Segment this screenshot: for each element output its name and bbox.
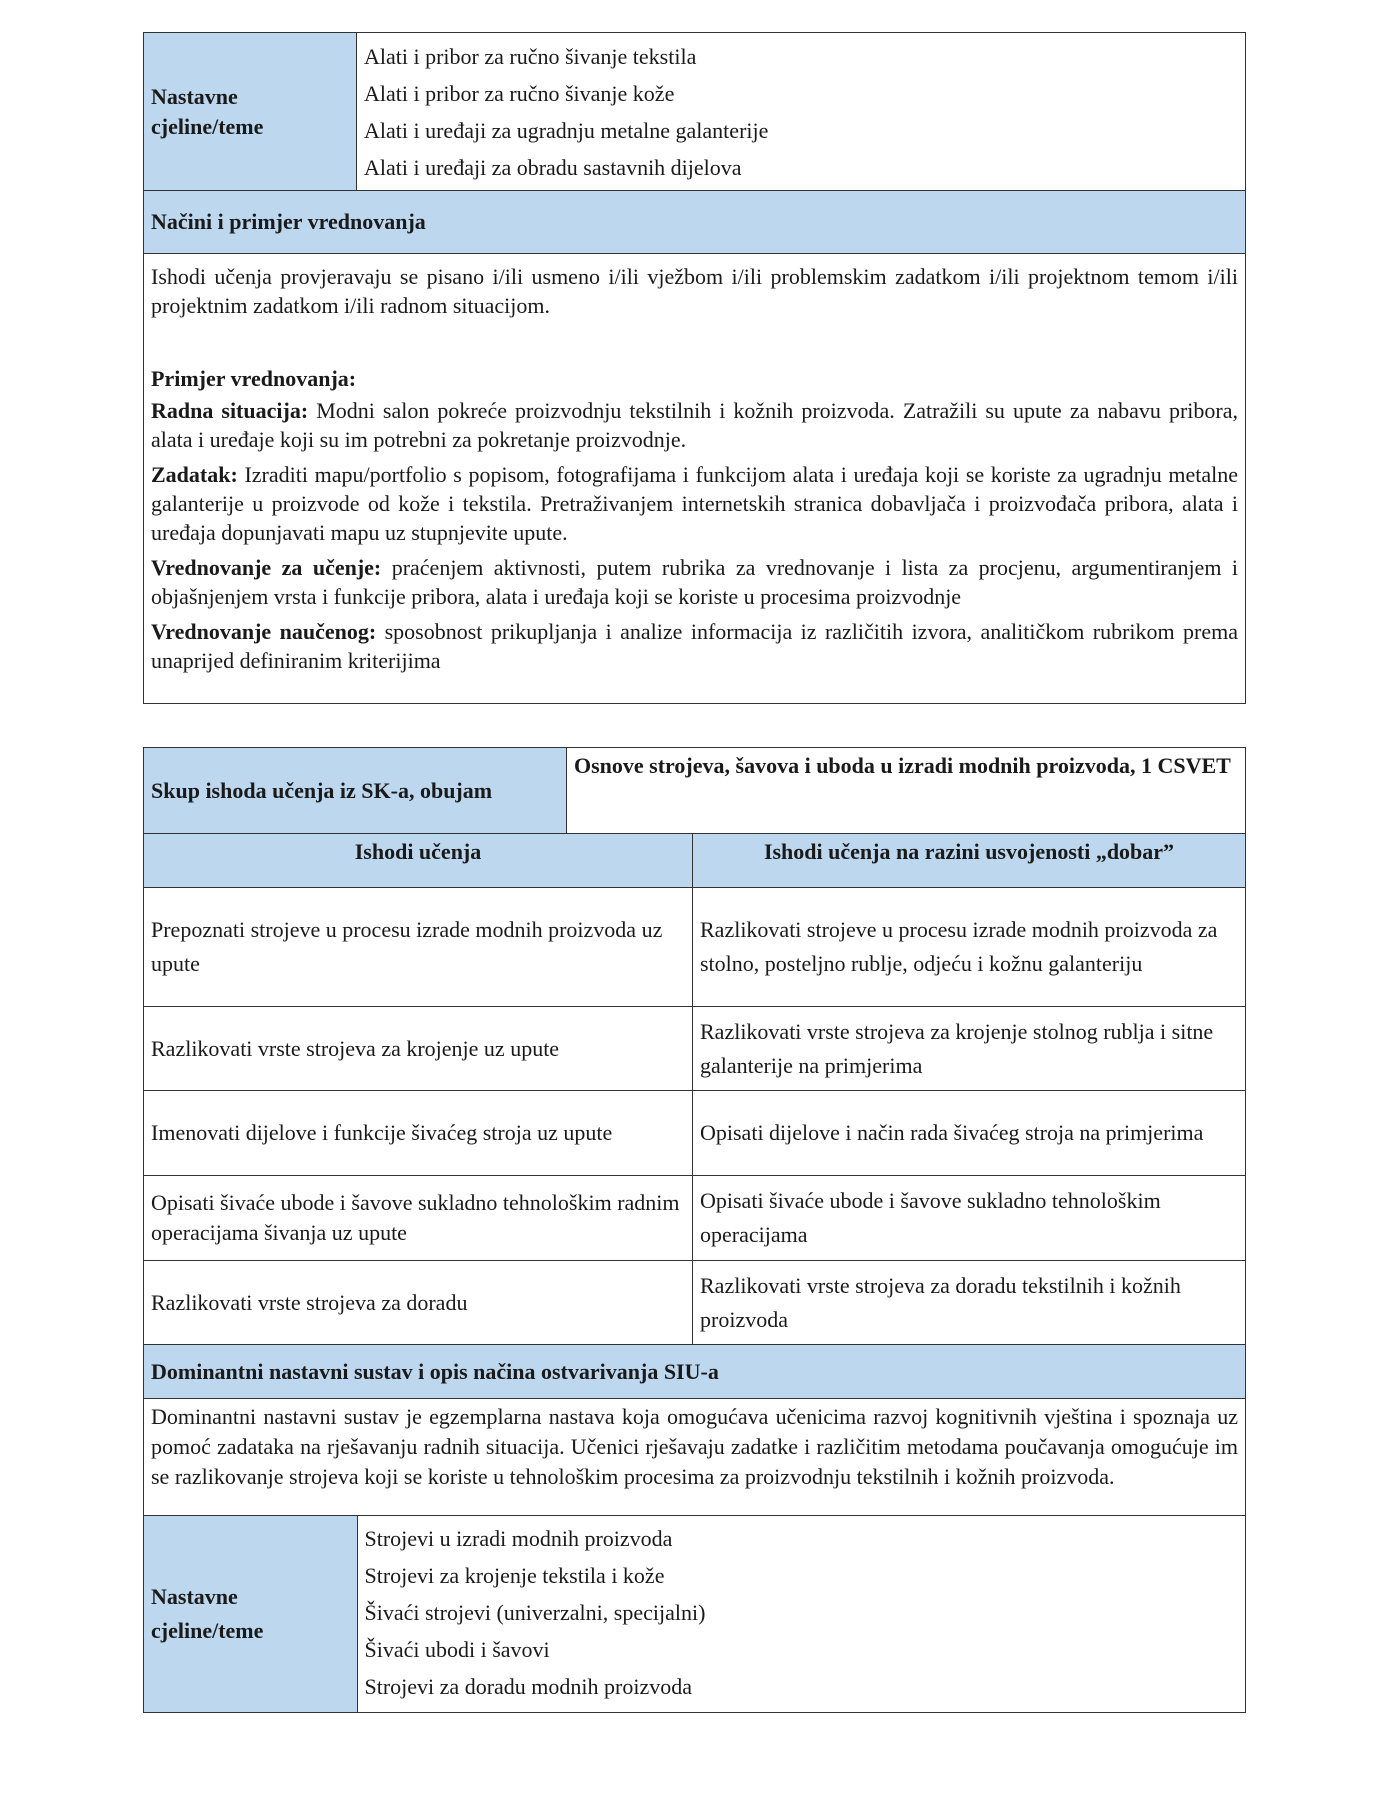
outcome-set-value: Osnove strojeva, šavova i uboda u izradi modnih proizvoda, 1 CSVET [567, 748, 1246, 834]
topics-inner-table [144, 1516, 1245, 1712]
task-text: Izraditi mapu/portfolio s popisom, fotografijama i funkcijom alata i uređaja koji se koriste za ugradnju metalne galanterije u proizvode od kože i tekstila. Pretraživanjem internetskih stranica dobavljača i proizvođača pribora, alata i uređaja dopunjavati mapu uz stupnjevite upute. [151, 462, 1238, 545]
outcome-set-label: Skup ishoda učenja iz SK-a, obujam [144, 748, 567, 834]
topic-item: Strojevi za doradu modnih proizvoda [364, 1673, 692, 1699]
outcome-cell: Imenovati dijelove i funkcije šivaćeg stroja uz upute [144, 1091, 693, 1176]
evaluation-of-learning [151, 617, 1238, 675]
column-header-outcomes: Ishodi učenja [144, 834, 693, 888]
topics-row [144, 1516, 1246, 1713]
topic-item: Alati i pribor za ručno šivanje tekstila [364, 43, 697, 69]
topic-item: Strojevi za krojenje tekstila i kože [364, 1562, 665, 1588]
topic-item: Šivaći ubodi i šavovi [364, 1636, 550, 1662]
evaluation-of-learning-text: sposobnost prikupljanja i analize informacija iz različitih izvora, analitičkom rubrikom prema unaprijed definiranim kriterijima [151, 619, 1239, 673]
work-situation-text: Modni salon pokreće proizvodnju tekstilnih i kožnih proizvoda. Zatražili su upute za nabavu pribora, alata i uređaje koji su im potrebni za pokretanje proizvodnje. [151, 398, 1238, 452]
evaluation-intro: Ishodi učenja provjeravaju se pisano i/ili usmeno i/ili vježbom i/ili problemskim zadatkom i/ili projektnom temom i/ili projektnim zadatkom i/ili radnom situacijom. [151, 264, 1238, 318]
evaluation-heading: Načini i primjer vrednovanja [144, 191, 1246, 254]
work-situation-label: Radna situacija: [151, 398, 309, 423]
column-header-good-level: Ishodi učenja na razini usvojenosti „dobar” [693, 834, 1246, 888]
example-heading: Primjer vrednovanja: [151, 366, 357, 391]
task-label: Zadatak: [151, 462, 238, 487]
evaluation-for-learning [151, 553, 1238, 611]
evaluation-for-learning-label: Vrednovanje za učenje: [151, 555, 382, 580]
topics-list [357, 1516, 1245, 1712]
outcomes-set-table [143, 747, 1246, 1713]
topic-item: Alati i pribor za ručno šivanje kože [364, 80, 675, 106]
topics-label: Nastavne cjeline/teme [144, 1516, 357, 1712]
good-level-cell: Razlikovati vrste strojeva za krojenje stolnog rublja i sitne galanterije na primjerima [693, 1007, 1246, 1091]
good-level-cell: Razlikovati strojeve u procesu izrade modnih proizvoda za stolno, posteljno rublje, odjeću i kožnu galanteriju [693, 888, 1246, 1007]
evaluation-body [144, 254, 1246, 704]
evaluation-for-learning-text: praćenjem aktivnosti, putem rubrika za vrednovanje i lista za procjenu, argumentiranjem i objašnjenjem vrsta i funkcije pribora, alata i uređaja koji se koriste u procesima proizvodnje [151, 555, 1238, 609]
work-situation [151, 396, 1238, 454]
outcome-cell: Opisati šivaće ubode i šavove sukladno tehnološkim radnim operacijama šivanja uz upute [144, 1176, 693, 1261]
good-level-cell: Opisati dijelove i način rada šivaćeg stroja na primjerima [693, 1091, 1246, 1176]
outcome-cell: Razlikovati vrste strojeva za krojenje uz upute [144, 1007, 693, 1091]
outcome-cell: Prepoznati strojeve u procesu izrade modnih proizvoda uz upute [144, 888, 693, 1007]
topics-list [357, 33, 1246, 191]
topics-label: Nastavne cjeline/teme [144, 33, 357, 191]
good-level-cell: Razlikovati vrste strojeva za doradu tekstilnih i kožnih proizvoda [693, 1261, 1246, 1345]
dominant-system-heading: Dominantni nastavni sustav i opis načina ostvarivanja SIU-a [144, 1345, 1246, 1399]
topic-item: Alati i uređaji za ugradnju metalne galanterije [364, 117, 769, 143]
good-level-cell: Opisati šivaće ubode i šavove sukladno tehnološkim operacijama [693, 1176, 1246, 1261]
evaluation-table [143, 32, 1246, 704]
task [151, 460, 1238, 547]
outcome-cell: Razlikovati vrste strojeva za doradu [144, 1261, 693, 1345]
topic-item: Alati i uređaji za obradu sastavnih dijelova [364, 154, 742, 180]
topic-item: Šivaći strojevi (univerzalni, specijalni) [364, 1599, 706, 1625]
evaluation-of-learning-label: Vrednovanje naučenog: [151, 619, 377, 644]
topic-item: Strojevi u izradi modnih proizvoda [364, 1525, 673, 1551]
dominant-system-text: Dominantni nastavni sustav je egzemplarna nastava koja omogućava učenicima razvoj kognitivnih vještina i spoznaja uz pomoć zadataka na rješavanju radnih situacija. Učenici rješavaju zadatke i različitim metodama poučavanja omogućuje im se razlikovanje strojeva koji se koriste u tehnološkim procesima za proizvodnju tekstilnih i kožnih proizvoda. [144, 1399, 1246, 1516]
